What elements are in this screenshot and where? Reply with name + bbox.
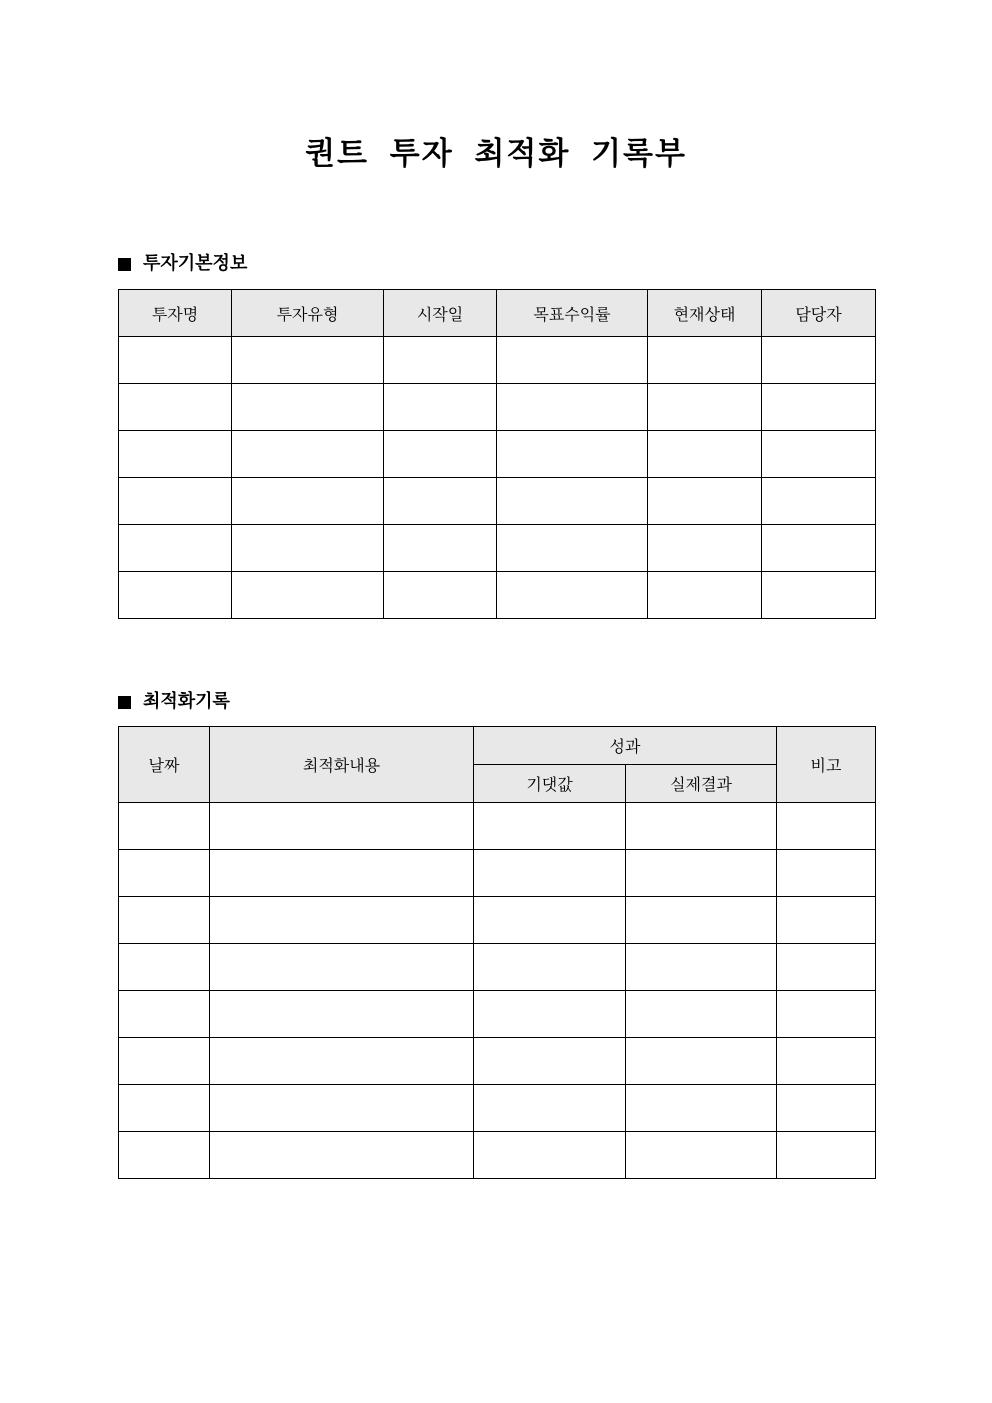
table-row: [119, 572, 876, 619]
table-cell[interactable]: [762, 337, 876, 384]
section-heading-optimization-log: [118, 689, 230, 715]
table-cell[interactable]: [474, 1085, 626, 1132]
table-cell[interactable]: [626, 850, 777, 897]
table-cell[interactable]: [210, 803, 474, 850]
table-cell[interactable]: [626, 897, 777, 944]
table-cell[interactable]: [232, 384, 384, 431]
document-title: 퀀트 투자 최적화 기록부: [305, 136, 687, 172]
table-cell[interactable]: [762, 525, 876, 572]
table-cell[interactable]: [210, 991, 474, 1038]
table-cell[interactable]: [474, 944, 626, 991]
table-row: [119, 1132, 876, 1179]
table-cell[interactable]: [497, 431, 648, 478]
table-cell[interactable]: [210, 1085, 474, 1132]
column-header-date: 날짜: [119, 727, 210, 803]
table-cell[interactable]: [384, 478, 497, 525]
table-cell[interactable]: [474, 1132, 626, 1179]
table-header-row: [119, 727, 876, 765]
table-cell[interactable]: [384, 572, 497, 619]
table-cell[interactable]: [777, 850, 876, 897]
table-cell[interactable]: [232, 572, 384, 619]
square-bullet-icon: [118, 696, 131, 709]
table-cell[interactable]: [119, 850, 210, 897]
table-cell[interactable]: [777, 803, 876, 850]
table-cell[interactable]: [119, 1132, 210, 1179]
table-cell[interactable]: [232, 478, 384, 525]
column-header: 투자유형: [232, 290, 384, 337]
table-row: [119, 803, 876, 850]
table-cell[interactable]: [762, 478, 876, 525]
table-cell[interactable]: [777, 1132, 876, 1179]
table-cell[interactable]: [626, 944, 777, 991]
table-cell[interactable]: [648, 337, 762, 384]
column-header: 시작일: [384, 290, 497, 337]
table-cell[interactable]: [497, 478, 648, 525]
table-cell[interactable]: [119, 991, 210, 1038]
table-cell[interactable]: [210, 850, 474, 897]
column-header-remarks: 비고: [777, 727, 876, 803]
table-cell[interactable]: [777, 897, 876, 944]
column-header: 투자명: [119, 290, 232, 337]
table-row: [119, 431, 876, 478]
table-cell[interactable]: [119, 572, 232, 619]
table-cell[interactable]: [384, 384, 497, 431]
table-header-row: [119, 290, 876, 337]
section-heading-label: 투자기본정보: [143, 253, 248, 274]
table-cell[interactable]: [119, 337, 232, 384]
table-cell[interactable]: [762, 431, 876, 478]
table-cell[interactable]: [497, 337, 648, 384]
table-cell[interactable]: [777, 991, 876, 1038]
table-cell[interactable]: [232, 431, 384, 478]
column-header: 목표수익률: [497, 290, 648, 337]
table-cell[interactable]: [210, 897, 474, 944]
table-cell[interactable]: [474, 897, 626, 944]
table-cell[interactable]: [232, 525, 384, 572]
table-row: [119, 897, 876, 944]
table-row: [119, 944, 876, 991]
optimization-log-table: [118, 726, 876, 1179]
table-cell[interactable]: [119, 384, 232, 431]
table-cell[interactable]: [119, 525, 232, 572]
table-cell[interactable]: [648, 572, 762, 619]
table-cell[interactable]: [210, 1132, 474, 1179]
basic-info-table: [118, 289, 876, 619]
table-cell[interactable]: [648, 431, 762, 478]
table-cell[interactable]: [210, 944, 474, 991]
table-cell[interactable]: [232, 337, 384, 384]
table-cell[interactable]: [474, 803, 626, 850]
table-cell[interactable]: [119, 1085, 210, 1132]
table-cell[interactable]: [648, 384, 762, 431]
table-cell[interactable]: [474, 1038, 626, 1085]
table-cell[interactable]: [626, 803, 777, 850]
table-cell[interactable]: [762, 384, 876, 431]
table-row: [119, 991, 876, 1038]
table-cell[interactable]: [497, 525, 648, 572]
table-cell[interactable]: [119, 1038, 210, 1085]
table-row: [119, 850, 876, 897]
table-cell[interactable]: [119, 897, 210, 944]
table-cell[interactable]: [626, 1038, 777, 1085]
table-cell[interactable]: [384, 337, 497, 384]
table-cell[interactable]: [777, 1038, 876, 1085]
column-header: 현재상태: [648, 290, 762, 337]
table-cell[interactable]: [474, 991, 626, 1038]
square-bullet-icon: [118, 258, 131, 271]
section-heading-label: 최적화기록: [143, 691, 230, 712]
table-row: [119, 384, 876, 431]
section-heading-basic-info: [118, 251, 247, 277]
table-cell[interactable]: [777, 1085, 876, 1132]
table-cell[interactable]: [626, 1085, 777, 1132]
table-cell[interactable]: [648, 525, 762, 572]
column-header-content: 최적화내용: [210, 727, 474, 803]
column-header: 담당자: [762, 290, 876, 337]
table-cell[interactable]: [384, 525, 497, 572]
column-header-performance: 성과: [474, 727, 777, 765]
column-header-actual: 실제결과: [626, 765, 777, 803]
column-header-expected: 기댓값: [474, 765, 626, 803]
table-cell[interactable]: [497, 572, 648, 619]
table-row: [119, 1038, 876, 1085]
table-cell[interactable]: [119, 431, 232, 478]
table-cell[interactable]: [648, 478, 762, 525]
table-row: [119, 337, 876, 384]
table-row: [119, 478, 876, 525]
table-row: [119, 1085, 876, 1132]
table-cell[interactable]: [119, 803, 210, 850]
table-cell[interactable]: [119, 944, 210, 991]
table-cell[interactable]: [384, 431, 497, 478]
table-cell[interactable]: [626, 991, 777, 1038]
table-cell[interactable]: [497, 384, 648, 431]
table-cell[interactable]: [762, 572, 876, 619]
table-cell[interactable]: [626, 1132, 777, 1179]
table-row: [119, 525, 876, 572]
table-cell[interactable]: [474, 850, 626, 897]
table-cell[interactable]: [210, 1038, 474, 1085]
table-cell[interactable]: [119, 478, 232, 525]
table-cell[interactable]: [777, 944, 876, 991]
